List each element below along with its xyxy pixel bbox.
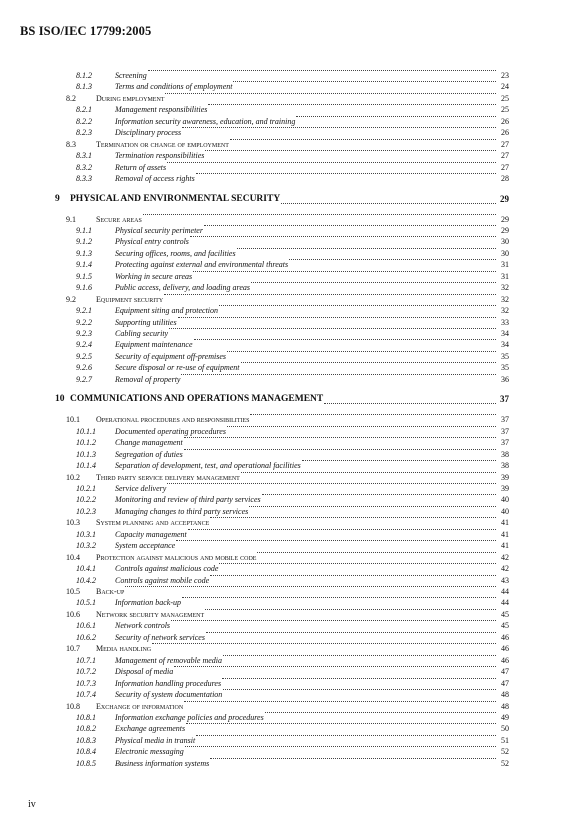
toc-entry-page: 35 [501, 363, 509, 373]
toc-entry[interactable] [0, 317, 578, 328]
toc-entry-title: Equipment maintenance [115, 340, 193, 350]
toc-dot-leader [178, 317, 496, 318]
toc-entry[interactable] [0, 362, 578, 373]
toc-entry[interactable] [0, 506, 578, 517]
toc-dot-leader [193, 271, 496, 272]
toc-entry-title: Network controls [115, 621, 171, 631]
toc-entry-page: 32 [501, 283, 509, 293]
toc-dot-leader [184, 449, 496, 450]
toc-dot-leader [164, 294, 496, 295]
toc-entry-title: Equipment siting and protection [115, 306, 219, 316]
toc-entry-title: Protection against malicious and mobile code [96, 552, 257, 562]
toc-entry-page: 50 [501, 724, 509, 734]
toc-entry-page: 27 [501, 162, 509, 172]
toc-entry-title: Controls against mobile code [115, 575, 210, 585]
toc-entry-number: 9.2.3 [76, 329, 92, 338]
toc-dot-leader [241, 472, 496, 473]
toc-entry-title: Secure disposal or re-use of equipment [115, 363, 240, 373]
toc-entry-page: 45 [501, 621, 509, 631]
toc-entry-page: 37 [501, 426, 509, 436]
toc-entry-title: Exchange of information [96, 701, 184, 711]
toc-entry[interactable] [0, 93, 578, 104]
toc-entry-number: 10.8.1 [76, 712, 96, 722]
toc-dot-leader [222, 678, 496, 679]
toc-entry-number: 9.2.1 [76, 306, 92, 316]
toc-entry-title: Public access, delivery, and loading areas [115, 283, 251, 293]
toc-dot-leader [204, 225, 496, 226]
toc-entry-number: 9.1.6 [76, 283, 92, 293]
toc-entry-page: 48 [501, 690, 509, 700]
toc-entry-number: 9.2.7 [76, 374, 92, 384]
toc-entry-title: Service delivery [115, 483, 167, 493]
toc-entry-page: 47 [501, 667, 509, 677]
toc-entry[interactable] [0, 282, 578, 293]
toc-entry-page: 29 [501, 225, 509, 235]
toc-dot-leader [169, 328, 496, 329]
toc-entry-title: Working in secure areas [115, 271, 193, 281]
toc-entry-number: 10.8 [66, 701, 80, 711]
toc-entry[interactable] [0, 437, 578, 448]
toc-entry[interactable] [0, 643, 578, 654]
toc-entry-title: Physical entry controls [115, 237, 189, 247]
toc-dot-leader [227, 426, 496, 427]
toc-entry[interactable] [0, 746, 578, 757]
toc-entry[interactable] [0, 426, 578, 437]
toc-entry-number: 8.2 [66, 93, 76, 103]
toc-entry-number: 10.8.5 [76, 758, 96, 768]
toc-entry[interactable] [0, 563, 578, 574]
toc-entry-page: 27 [501, 139, 509, 149]
toc-dot-leader [208, 104, 496, 105]
toc-dot-leader [182, 127, 496, 128]
toc-entry-number: 8.3.3 [76, 174, 92, 184]
toc-entry-page: 37 [501, 438, 509, 448]
toc-entry[interactable] [0, 150, 578, 161]
toc-dot-leader [194, 339, 496, 340]
toc-entry-page: 28 [501, 174, 509, 184]
toc-entry[interactable] [0, 620, 578, 631]
toc-entry-number: 8.3 [66, 139, 76, 149]
toc-entry[interactable] [0, 529, 578, 540]
toc-entry[interactable] [0, 173, 578, 184]
toc-dot-leader [205, 150, 496, 151]
toc-entry-title: Termination responsibilities [115, 151, 205, 161]
toc-entry-number: 10.6 [66, 609, 80, 619]
toc-entry-page: 46 [501, 644, 509, 654]
toc-entry-title: Security of equipment off-premises [115, 351, 227, 361]
toc-entry-page: 52 [501, 758, 509, 768]
toc-entry-title: During employment [96, 93, 165, 103]
toc-entry-page: 39 [501, 472, 509, 482]
toc-entry-number: 10.1 [66, 415, 80, 425]
toc-entry-title: Monitoring and review of third party services [115, 495, 261, 505]
toc-entry-title: Information exchange policies and procedures [115, 712, 264, 722]
toc-entry-page: 41 [501, 529, 509, 539]
toc-entry-number: 10 [55, 394, 65, 405]
toc-entry[interactable] [0, 339, 578, 350]
toc-entry-number: 8.2.2 [76, 116, 92, 126]
page-number: iv [28, 799, 36, 810]
toc-entry[interactable] [0, 712, 578, 723]
toc-entry-number: 9.2 [66, 294, 76, 304]
toc-dot-leader [219, 305, 496, 306]
toc-entry-number: 10.7.4 [76, 690, 96, 700]
toc-entry-page: 40 [501, 495, 509, 505]
toc-dot-leader [184, 701, 496, 702]
toc-entry[interactable] [0, 414, 578, 425]
toc-dot-leader [210, 758, 496, 759]
toc-entry-page: 49 [501, 712, 509, 722]
toc-entry[interactable] [0, 586, 578, 597]
toc-dot-leader [165, 93, 496, 94]
toc-entry-number: 10.3.2 [76, 541, 96, 551]
toc-dot-leader [241, 362, 496, 363]
toc-entry-number: 9 [55, 193, 60, 204]
toc-entry-page: 48 [501, 701, 509, 711]
toc-entry-title: Return of assets [115, 162, 167, 172]
toc-dot-leader [206, 632, 496, 633]
toc-entry[interactable] [0, 248, 578, 259]
toc-dot-leader [302, 460, 496, 461]
toc-dot-leader [152, 643, 496, 644]
toc-entry-title: Security of network services [115, 632, 205, 642]
toc-dot-leader [205, 609, 496, 610]
toc-entry-number: 10.8.3 [76, 735, 96, 745]
toc-entry-page: 41 [501, 541, 509, 551]
toc-entry-number: 9.1.4 [76, 260, 92, 270]
toc-entry-title: Segregation of duties [115, 449, 183, 459]
toc-entry[interactable] [0, 517, 578, 528]
toc-entry-title: Physical security perimeter [115, 225, 203, 235]
toc-entry-title: Protecting against external and environmental threats [115, 260, 289, 270]
toc-entry-title: Screening [115, 71, 147, 80]
toc-entry[interactable] [0, 494, 578, 505]
toc-entry[interactable] [0, 540, 578, 551]
toc-entry[interactable] [0, 351, 578, 362]
toc-entry-page: 33 [501, 317, 509, 327]
toc-entry-title: Documented operating procedures [115, 426, 226, 436]
toc-entry-page: 45 [501, 609, 509, 619]
toc-entry-page: 41 [501, 518, 509, 528]
toc-entry[interactable] [0, 328, 578, 339]
toc-entry-title: COMMUNICATIONS AND OPERATIONS MANAGEMENT [70, 394, 324, 405]
toc-entry-number: 10.2.2 [76, 495, 96, 505]
toc-entry[interactable] [0, 374, 578, 385]
toc-entry-title: Separation of development, test, and operational facilities [115, 461, 301, 471]
toc-entry[interactable] [0, 472, 578, 483]
toc-entry-title: Disposal of media [115, 667, 174, 677]
toc-dot-leader [171, 620, 496, 621]
toc-entry-page: 26 [501, 128, 509, 138]
toc-entry-number: 10.1.3 [76, 449, 96, 459]
toc-entry[interactable] [0, 259, 578, 270]
toc-entry-number: 10.6.1 [76, 621, 96, 631]
toc-entry-title: Management responsibilities [115, 105, 208, 115]
toc-entry-number: 10.5 [66, 587, 80, 596]
toc-entry-title: Operational procedures and responsibilities [96, 415, 250, 425]
toc-entry-title: Secure areas [96, 214, 142, 224]
toc-entry-number: 10.7.3 [76, 678, 96, 688]
toc-entry-number: 10.8.4 [76, 747, 96, 757]
document-header: BS ISO/IEC 17799:2005 [20, 24, 152, 38]
toc-entry-page: 25 [501, 105, 509, 115]
toc-entry[interactable] [0, 758, 578, 769]
toc-entry-page: 31 [501, 271, 509, 281]
toc-entry-page: 30 [501, 248, 509, 258]
toc-entry[interactable] [0, 162, 578, 173]
toc-dot-leader [289, 259, 496, 260]
toc-entry-number: 9.1.5 [76, 271, 92, 281]
toc-entry-title: Management of removable media [115, 655, 223, 665]
toc-dot-leader [227, 351, 496, 352]
toc-entry-page: 46 [501, 655, 509, 665]
toc-entry[interactable] [0, 552, 578, 563]
toc-entry[interactable] [0, 70, 578, 81]
toc-dot-leader [265, 712, 496, 713]
toc-entry[interactable] [0, 449, 578, 460]
toc-entry-number: 10.3 [66, 518, 80, 528]
toc-entry-page: 32 [501, 306, 509, 316]
toc-dot-leader [143, 214, 496, 215]
toc-entry-page: 42 [501, 564, 509, 574]
toc-entry-title: Controls against malicious code [115, 564, 219, 574]
toc-entry-title: Supporting utilities [115, 317, 177, 327]
toc-entry[interactable] [0, 81, 578, 92]
toc-entry-title: System acceptance [115, 541, 176, 551]
toc-entry[interactable] [0, 678, 578, 689]
toc-dot-leader [281, 203, 496, 204]
toc-entry-title: Information handling procedures [115, 678, 222, 688]
toc-entry-title: Information security awareness, education, and training [115, 116, 296, 126]
toc-entry-page: 43 [501, 575, 509, 585]
toc-entry-page: 30 [501, 237, 509, 247]
toc-dot-leader [174, 666, 496, 667]
toc-entry[interactable] [0, 689, 578, 700]
toc-entry-number: 8.1.2 [76, 71, 92, 80]
toc-entry-title: Removal of access rights [115, 174, 195, 184]
toc-entry-number: 9.2.2 [76, 317, 92, 327]
toc-dot-leader [182, 597, 496, 598]
toc-entry[interactable] [0, 127, 578, 138]
toc-dot-leader [210, 517, 496, 518]
toc-entry-number: 10.4 [66, 552, 80, 562]
toc-entry-number: 9.2.4 [76, 340, 92, 350]
toc-entry-title: Securing offices, rooms, and facilities [115, 248, 236, 258]
toc-entry[interactable] [0, 393, 578, 406]
toc-entry-title: PHYSICAL AND ENVIRONMENTAL SECURITY [70, 193, 281, 204]
toc-entry-number: 10.5.1 [76, 598, 96, 608]
toc-entry-title: Business information systems [115, 758, 210, 768]
toc-entry[interactable] [0, 139, 578, 150]
toc-entry-page: 29 [501, 214, 509, 224]
toc-entry-page: 38 [501, 449, 509, 459]
toc-dot-leader [167, 162, 496, 163]
toc-entry-title: System planning and acceptance [96, 518, 210, 528]
toc-entry[interactable] [0, 597, 578, 608]
toc-entry-page: 35 [501, 351, 509, 361]
toc-entry[interactable] [0, 723, 578, 734]
toc-entry-page: 42 [501, 552, 509, 562]
toc-entry[interactable] [0, 305, 578, 316]
toc-entry-title: Information back-up [115, 598, 181, 608]
toc-entry-page: 37 [500, 394, 509, 405]
toc-entry-title: Change management [115, 438, 183, 448]
toc-entry[interactable] [0, 632, 578, 643]
toc-entry-number: 8.2.3 [76, 128, 92, 138]
toc-entry-number: 8.3.2 [76, 162, 92, 172]
toc-dot-leader [237, 248, 496, 249]
toc-entry[interactable] [0, 460, 578, 471]
toc-entry-page: 52 [501, 747, 509, 757]
toc-entry-page: 34 [501, 329, 509, 338]
toc-entry-title: Terms and conditions of employment [115, 82, 233, 92]
toc-dot-leader [196, 735, 496, 736]
toc-entry[interactable] [0, 655, 578, 666]
toc-entry-title: Electronic messaging [115, 747, 184, 757]
toc-entry-page: 46 [501, 632, 509, 642]
toc-dot-leader [249, 506, 496, 507]
toc-entry-page: 51 [501, 735, 509, 745]
toc-entry-title: Termination or change of employment [96, 139, 229, 149]
toc-dot-leader [190, 236, 496, 237]
toc-entry[interactable] [0, 701, 578, 712]
toc-entry-page: 27 [501, 151, 509, 161]
toc-entry-title: Removal of property [115, 374, 181, 384]
toc-dot-leader [210, 575, 496, 576]
toc-dot-leader [223, 689, 496, 690]
toc-entry-title: Disciplinary process [115, 128, 182, 138]
toc-entry-title: Cabling security [115, 329, 169, 338]
toc-entry-number: 8.1.3 [76, 82, 92, 92]
toc-dot-leader [125, 586, 496, 587]
toc-entry-page: 44 [501, 598, 509, 608]
toc-dot-leader [230, 139, 496, 140]
toc-dot-leader [219, 563, 496, 564]
toc-entry[interactable] [0, 116, 578, 127]
toc-dot-leader [184, 437, 496, 438]
toc-entry-page: 44 [501, 587, 509, 596]
toc-dot-leader [188, 529, 496, 530]
toc-entry-number: 9.1.1 [76, 225, 92, 235]
toc-dot-leader [167, 483, 496, 484]
toc-entry-title: Security of system documentation [115, 690, 223, 700]
toc-entry-number: 10.6.2 [76, 632, 96, 642]
toc-dot-leader [251, 282, 496, 283]
toc-entry-page: 40 [501, 506, 509, 516]
toc-dot-leader [148, 70, 496, 71]
toc-dot-leader [257, 552, 496, 553]
toc-dot-leader [223, 655, 496, 656]
toc-entry-number: 10.3.1 [76, 529, 96, 539]
toc-entry-number: 10.1.4 [76, 461, 96, 471]
toc-dot-leader [176, 540, 496, 541]
toc-entry-number: 10.2 [66, 472, 80, 482]
toc-dot-leader [186, 723, 496, 724]
toc-dot-leader [250, 414, 496, 415]
toc-entry-number: 9.1.3 [76, 248, 92, 258]
toc-entry-page: 25 [501, 93, 509, 103]
toc-entry-number: 8.2.1 [76, 105, 92, 115]
toc-dot-leader [196, 173, 496, 174]
toc-entry-number: 10.2.1 [76, 483, 96, 493]
toc-entry[interactable] [0, 575, 578, 586]
toc-entry-page: 23 [501, 71, 509, 80]
toc-entry[interactable] [0, 735, 578, 746]
toc-entry-page: 36 [501, 374, 509, 384]
toc-entry-page: 29 [500, 193, 509, 204]
toc-entry-number: 10.8.2 [76, 724, 96, 734]
toc-entry-page: 47 [501, 678, 509, 688]
toc-entry-number: 10.1.2 [76, 438, 96, 448]
toc-dot-leader [185, 746, 496, 747]
toc-entry-number: 10.1.1 [76, 426, 96, 436]
toc-entry[interactable] [0, 193, 578, 206]
toc-entry-number: 9.1 [66, 214, 76, 224]
toc-entry-title: Managing changes to third party services [115, 506, 249, 516]
toc-entry-page: 37 [501, 415, 509, 425]
toc-entry-title: Back-up [96, 587, 125, 596]
toc-entry-number: 8.3.1 [76, 151, 92, 161]
toc-entry[interactable] [0, 104, 578, 115]
toc-entry-number: 9.1.2 [76, 237, 92, 247]
toc-entry[interactable] [0, 609, 578, 620]
toc-entry[interactable] [0, 214, 578, 225]
toc-entry[interactable] [0, 271, 578, 282]
toc-entry-page: 34 [501, 340, 509, 350]
toc-entry-title: Capacity management [115, 529, 187, 539]
toc-entry-title: Equipment security [96, 294, 164, 304]
toc-entry-page: 39 [501, 483, 509, 493]
toc-entry-number: 10.4.1 [76, 564, 96, 574]
toc-dot-leader [296, 116, 496, 117]
toc-entry-title: Media handling [96, 644, 152, 654]
toc-entry[interactable] [0, 294, 578, 305]
toc-entry-number: 10.7.2 [76, 667, 96, 677]
toc-dot-leader [262, 494, 496, 495]
toc-entry-number: 9.2.6 [76, 363, 92, 373]
toc-entry-page: 31 [501, 260, 509, 270]
toc-entry-title: Exchange agreements [115, 724, 186, 734]
toc-entry-number: 10.4.2 [76, 575, 96, 585]
toc-entry-title: Third party service delivery management [96, 472, 240, 482]
toc-entry-title: Physical media in transit [115, 735, 196, 745]
toc-entry-number: 10.7 [66, 644, 80, 654]
toc-entry[interactable] [0, 483, 578, 494]
toc-dot-leader [233, 81, 496, 82]
toc-entry-number: 9.2.5 [76, 351, 92, 361]
toc-entry[interactable] [0, 225, 578, 236]
toc-entry-page: 26 [501, 116, 509, 126]
toc-entry-page: 24 [501, 82, 509, 92]
toc-entry-number: 10.7.1 [76, 655, 96, 665]
toc-entry-title: Network security management [96, 609, 205, 619]
toc-entry-page: 32 [501, 294, 509, 304]
toc-entry-page: 38 [501, 461, 509, 471]
toc-entry[interactable] [0, 236, 578, 247]
toc-entry-number: 10.2.3 [76, 506, 96, 516]
toc-dot-leader [324, 403, 496, 404]
toc-dot-leader [181, 374, 496, 375]
toc-entry[interactable] [0, 666, 578, 677]
